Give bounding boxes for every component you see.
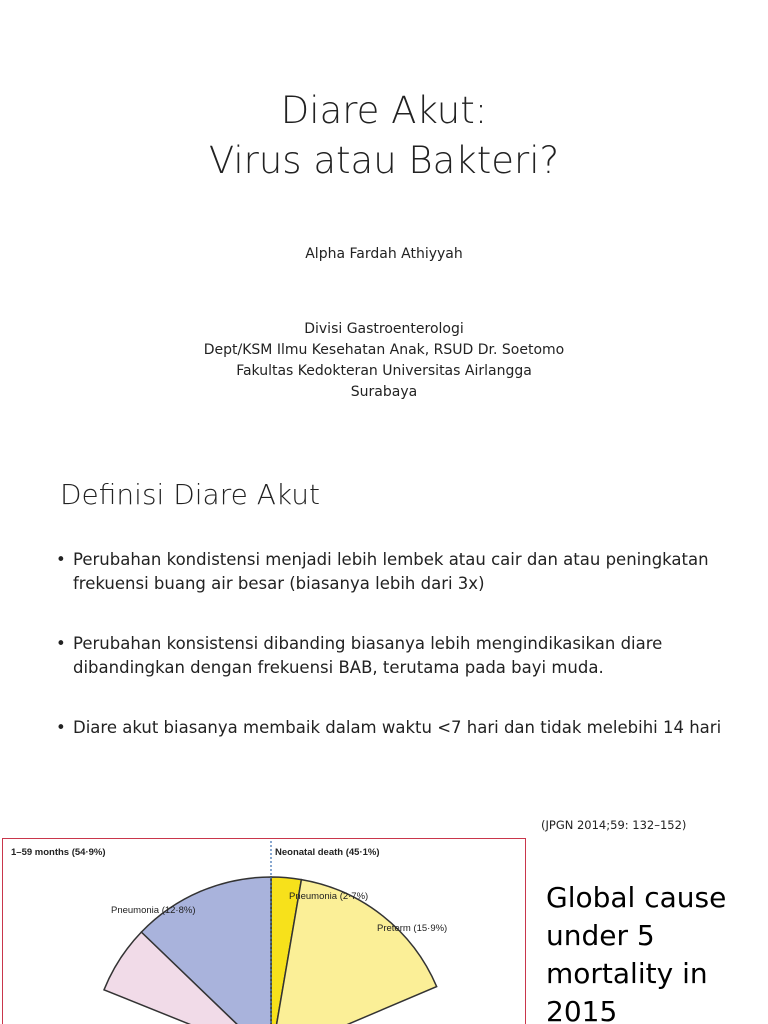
side-title-line: under 5 — [546, 919, 655, 952]
affiliation-block — [0, 319, 768, 403]
affiliation-line: Fakultas Kedokteran Universitas Airlangga — [236, 363, 532, 379]
definition-slide — [0, 440, 768, 838]
pie-chart-svg — [3, 839, 525, 1024]
mortality-pie-chart — [2, 838, 526, 1024]
side-title — [546, 879, 761, 1024]
bullet-text: Diare akut biasanya membaik dalam waktu <7 hari dan tidak melebihi 14 hari — [73, 718, 722, 737]
side-title-line: 2015 — [546, 995, 618, 1024]
bullet-icon: • — [56, 550, 66, 569]
affiliation-line: Surabaya — [350, 384, 418, 400]
affiliation-line: Divisi Gastroenterologi — [304, 321, 464, 337]
title-line-2: Virus atau Bakteri? — [208, 139, 560, 182]
group-label-child: 1–59 months (54·9%) — [11, 847, 106, 858]
bullet-item — [56, 632, 726, 680]
group-label-neonatal: Neonatal death (45·1%) — [275, 847, 380, 858]
title-line-1: Diare Akut: — [280, 89, 488, 132]
bullet-text: Perubahan konsistensi dibanding biasanya lebih mengindikasikan diare dibandingkan dengan frekuensi BAB, terutama pada bayi muda. — [73, 634, 663, 677]
side-title-line: mortality in — [546, 957, 708, 990]
slice-label-pneumonia-child: Pneumonia (12·8%) — [111, 905, 196, 916]
bullet-list — [56, 548, 726, 776]
bullet-text: Perubahan kondistensi menjadi lebih lembek atau cair dan atau peningkatan frekuensi buang air besar (biasanya lebih dari 3x) — [73, 550, 709, 593]
slide-heading: Definisi Diare Akut — [60, 478, 320, 511]
bullet-item — [56, 548, 726, 596]
affiliation-line: Dept/KSM Ilmu Kesehatan Anak, RSUD Dr. Soetomo — [203, 342, 565, 358]
bullet-item — [56, 716, 726, 740]
bullet-icon: • — [56, 718, 66, 737]
bullet-icon: • — [56, 634, 66, 653]
reference-citation: (JPGN 2014;59: 132–152) — [541, 818, 687, 832]
side-title-line: Global cause — [546, 881, 727, 914]
slice-label-pneumonia-neonatal: Pneumonia (2·7%) — [289, 891, 369, 902]
slide-title — [0, 86, 768, 186]
title-slide — [0, 0, 768, 440]
author-name: Alpha Fardah Athiyyah — [305, 246, 463, 262]
mortality-slide — [0, 838, 768, 1024]
slice-label-preterm: Preterm (15·9%) — [377, 923, 448, 934]
